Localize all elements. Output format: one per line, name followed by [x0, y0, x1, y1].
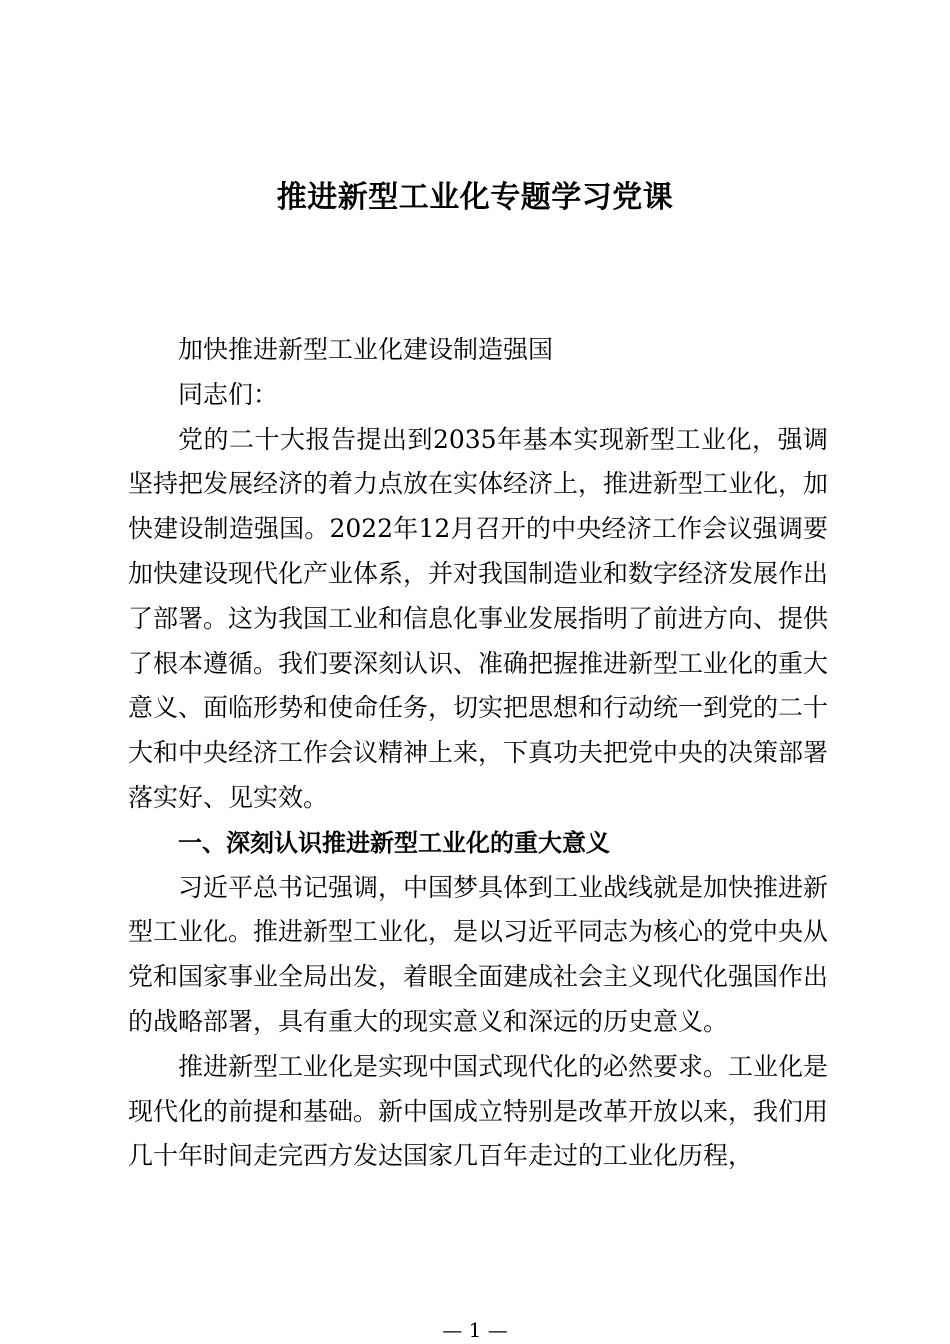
document-title: 推进新型工业化专题学习党课: [276, 180, 674, 215]
paragraph-intro: 党的二十大报告提出到2035年基本实现新型工业化，强调坚持把发展经济的着力点放在实体经济上，推进新型工业化，加快建设制造强国。2022年12月召开的中央经济工作会议强调要加快建设现代化产业体系，并对我国制造业和数字经济发展作出了部署。这为我国工业和信息化事业发展指明了前进方向、提供了根本遵循。我们要深刻认识、准确把握推进新型工业化的重大意义、面临形势和使命任务，切实把思想和行动统一到党的二十大和中央经济工作会议精神上来，下真功夫把党中央的决策部署落实好、见实效。: [128, 424, 829, 812]
document-subtitle: 加快推进新型工业化建设制造强国: [178, 335, 554, 364]
salutation: 同志们：: [178, 379, 279, 409]
page-number: — 1 —: [442, 1318, 508, 1342]
document-body: [128, 328, 828, 1179]
section-heading-1: 一、深刻认识推进新型工业化的重大意义: [178, 828, 610, 857]
paragraph-section-1-a: 习近平总书记强调，中国梦具体到工业战线就是加快推进新型工业化。推进新型工业化，是以习近平同志为核心的党中央从党和国家事业全局出发，着眼全面建成社会主义现代化强国作出的战略部署，具有重大的现实意义和深远的历史意义。: [128, 872, 829, 1036]
paragraph-section-1-b: 推进新型工业化是实现中国式现代化的必然要求。工业化是现代化的前提和基础。新中国成立特别是改革开放以来，我们用几十年时间走完西方发达国家几百年走过的工业化历程，: [128, 1051, 829, 1171]
